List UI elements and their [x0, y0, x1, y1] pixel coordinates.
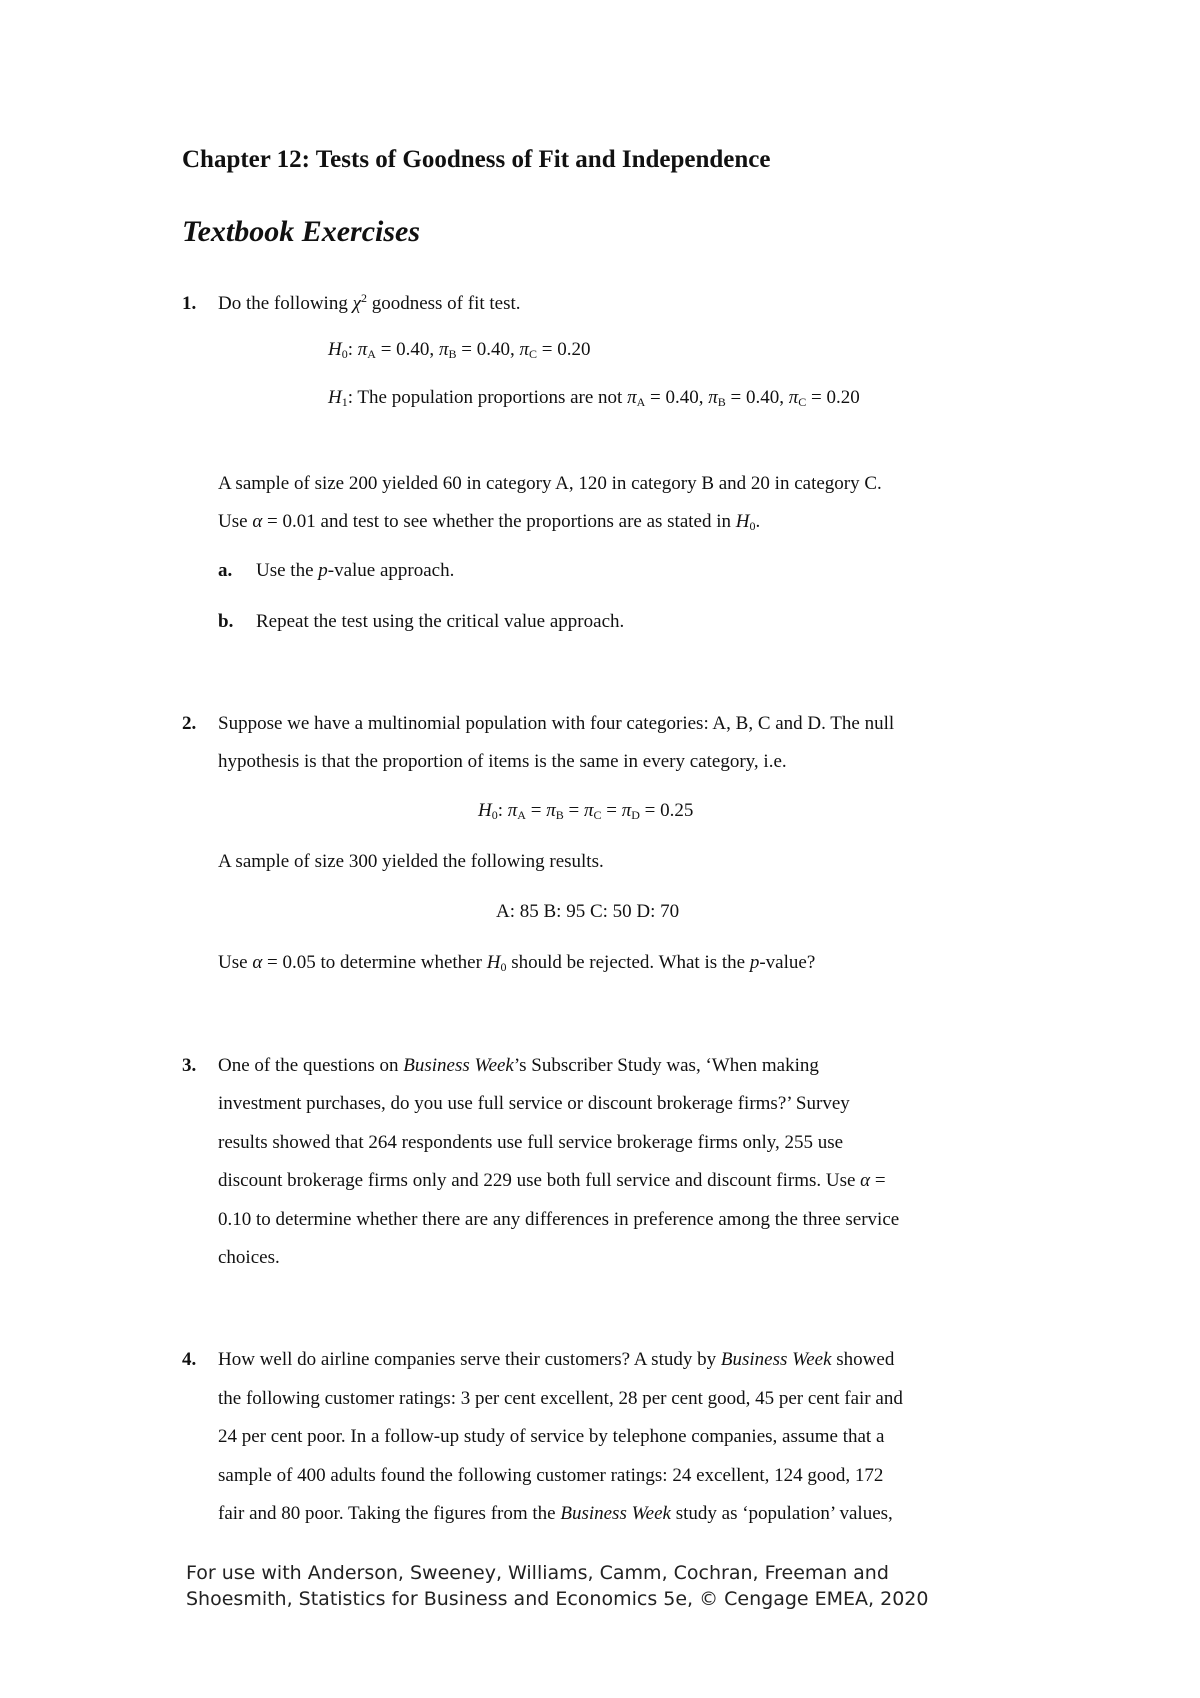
footer-line-1: For use with Anderson, Sweeney, Williams, Camm, Cochran, Freeman and: [186, 1562, 889, 1584]
question-2-number: 2.: [182, 713, 197, 734]
question-1-text-line-2: Use α = 0.01 and test to see whether the proportions are as stated in $H_0$.: [218, 511, 761, 533]
question-2-text-line-4: Use α = 0.05 to determine whether $H_0$ should be rejected. What is the p-value?: [218, 952, 816, 974]
question-2-results: A: 85 B: 95 C: 50 D: 70: [496, 901, 680, 922]
question-4-text-line-1: How well do airline companies serve their customers? A study by Business Week showed: [218, 1349, 895, 1370]
question-1b-text: Repeat the test using the critical value approach.: [256, 611, 625, 632]
question-2-null-hypothesis: $H_0$: $\pi_A = \pi_B = \pi_C = \pi_D = 0.25$: [478, 800, 694, 822]
section-title: Textbook Exercises: [182, 215, 421, 248]
question-1-intro: Do the following $\chi^2$ goodness of fit test.: [218, 291, 521, 314]
question-3-text-line-1: One of the questions on Business Week’s Subscriber Study was, ‘When making: [218, 1055, 819, 1076]
question-1-text-line-1: A sample of size 200 yielded 60 in category A, 120 in category B and 20 in category C.: [218, 473, 882, 494]
question-4-text-line-4: sample of 400 adults found the following customer ratings: 24 excellent, 124 good, 172: [218, 1465, 884, 1486]
question-3-text-line-3: results showed that 264 respondents use full service brokerage firms only, 255 use: [218, 1132, 844, 1153]
question-1a-label: a.: [218, 560, 233, 581]
page-footer: [186, 1560, 928, 1612]
question-2-text-line-1: Suppose we have a multinomial population with four categories: A, B, C and D. The null: [218, 713, 895, 734]
question-3-text-line-2: investment purchases, do you use full service or discount brokerage firms?’ Survey: [218, 1093, 850, 1114]
question-1b-label: b.: [218, 611, 234, 632]
question-3-number: 3.: [182, 1055, 197, 1076]
question-3-text-line-5: 0.10 to determine whether there are any differences in preference among the three service: [218, 1209, 900, 1230]
question-3-text-line-6: choices.: [218, 1247, 280, 1268]
chapter-title: Chapter 12: Tests of Goodness of Fit and Independence: [182, 146, 771, 173]
question-4-text-line-5: fair and 80 poor. Taking the figures from the Business Week study as ‘population’ values,: [218, 1503, 893, 1524]
question-3-text-line-4: discount brokerage firms only and 229 use both full service and discount firms. Use α =: [218, 1170, 886, 1191]
footer-line-2: Shoesmith, Statistics for Business and Economics 5e, © Cengage EMEA, 2020: [186, 1588, 929, 1610]
question-4-text-line-2: the following customer ratings: 3 per cent excellent, 28 per cent good, 45 per cent fair and: [218, 1388, 903, 1409]
question-2-text-line-3: A sample of size 300 yielded the following results.: [218, 851, 604, 872]
question-4-number: 4.: [182, 1349, 197, 1370]
question-1-alt-hypothesis: $H_1$: The population proportions are not $\pi_A = 0.40$, $\pi_B = 0.40$, $\pi_C = 0.20$: [328, 387, 860, 409]
question-2-text-line-2: hypothesis is that the proportion of items is the same in every category, i.e.: [218, 751, 787, 772]
question-4-text-line-3: 24 per cent poor. In a follow-up study of service by telephone companies, assume that a: [218, 1426, 885, 1447]
question-1-null-hypothesis: $H_0$: $\pi_A = 0.40$, $\pi_B = 0.40$, $\pi_C = 0.20$: [328, 339, 591, 361]
question-1a-text: Use the p-value approach.: [256, 560, 455, 581]
question-1-number: 1.: [182, 293, 197, 314]
